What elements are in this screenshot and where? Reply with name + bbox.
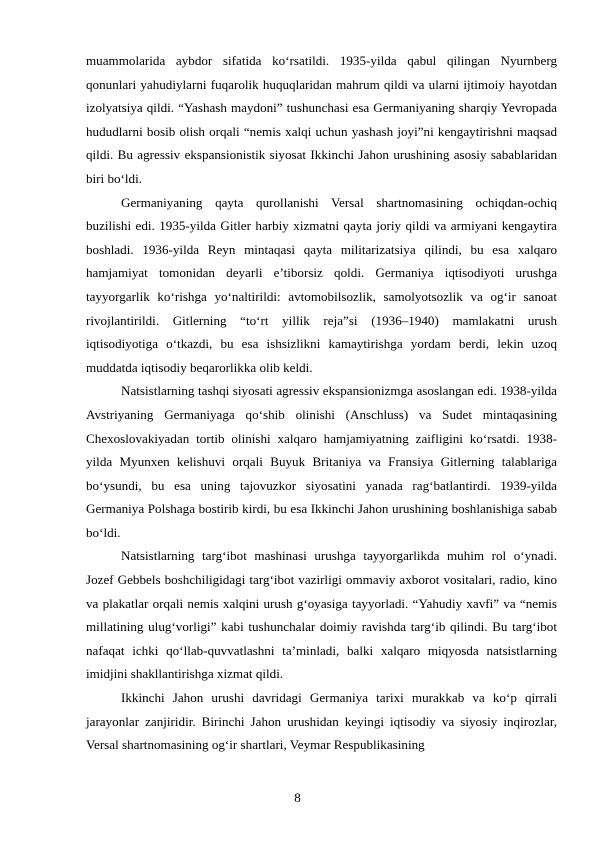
document-body bbox=[86, 49, 557, 757]
paragraph-foreign-policy: Natsistlarning tashqi siyosati agressiv ekspansionizmga asoslangan edi. 1938-yilda Avstriyaning Germaniyaga qo‘shib olinishi (Anschluss) va Sudet mintaqasining Chexoslovakiyadan tortib olinishi xalqaro hamjamiyatning zaifligini ko‘rsatdi. 1938-yilda Myunxen kelishuvi orqali Buyuk Britaniya va Fransiya Gitlerning talablariga bo‘ysundi, bu esa uning tajovuzkor siyosatini yanada rag‘batlantirdi. 1939-yilda Germaniya Polshaga bostirib kirdi, bu esa Ikkinchi Jahon urushining boshlanishiga sabab bo‘ldi. bbox=[86, 383, 557, 540]
paragraph-continuation: muammolarida aybdor sifatida ko‘rsatildi. 1935-yilda qabul qilingan Nyurnberg qonunlari yahudiylarni fuqarolik huquqlaridan mahrum qildi va ularni ijtimoiy hayotdan izolyatsiya qildi. “Yashash maydoni” tushunchasi esa Germaniyaning sharqiy Yevropada hududlarni bosib olish orqali “nemis xalqi uchun yashash joyi”ni kengaytirishni maqsad qildi. Bu agressiv ekspansionistik siyosat Ikkinchi Jahon urushining asosiy sabablaridan biri bo‘ldi. bbox=[86, 53, 557, 186]
paragraph-propaganda: Natsistlarning targ‘ibot mashinasi urushga tayyorgarlikda muhim rol o‘ynadi. Jozef Gebbels boshchiligidagi targ‘ibot vazirligi ommaviy axborot vositalari, radio, kino va plakatlar orqali nemis xalqini urush g‘oyasiga tayyorladi. “Yahudiy xavfi” va “nemis millatining ulug‘vorligi” kabi tushunchalar doimiy ravishda targ‘ib qilindi. Bu targ‘ibot nafaqat ichki qo‘llab-quvvatlashni ta’minladi, balki xalqaro miqyosda natsistlarning imidjini shakllantirishga xizmat qildi. bbox=[86, 548, 557, 682]
page-number: 8 bbox=[294, 790, 301, 805]
paragraph-rearmament: Germaniyaning qayta qurollanishi Versal shartnomasining ochiqdan-ochiq buzilishi edi. 1935-yilda Gitler harbiy xizmatni qayta joriy qildi va armiyani kengaytira boshladi. 1936-yilda Reyn mintaqasi qayta militarizatsiya qilindi, bu esa xalqaro hamjamiyat tomonidan deyarli e’tiborsiz qoldi. Germaniya iqtisodiyoti urushga tayyorgarlik ko‘rishga yo‘naltirildi: avtomobilsozlik, samolyotsozlik va og‘ir sanoat rivojlantirildi. Gitlerning “to‘rt yillik reja”si (1936–1940) mamlakatni urush iqtisodiyotiga o‘tkazdi, bu esa ishsizlikni kamaytirishga yordam berdi, lekin uzoq muddatda iqtisodiy beqarorlikka olib keldi. bbox=[86, 194, 557, 375]
paragraph-conclusion: Ikkinchi Jahon urushi davridagi Germaniya tarixi murakkab va ko‘p qirrali jarayonlar zanjiridir. Birinchi Jahon urushidan keyingi iqtisodiy va siyosiy inqirozlar, Versal shartnomasining og‘ir shartlari, Veymar Respublikasining bbox=[86, 690, 557, 753]
